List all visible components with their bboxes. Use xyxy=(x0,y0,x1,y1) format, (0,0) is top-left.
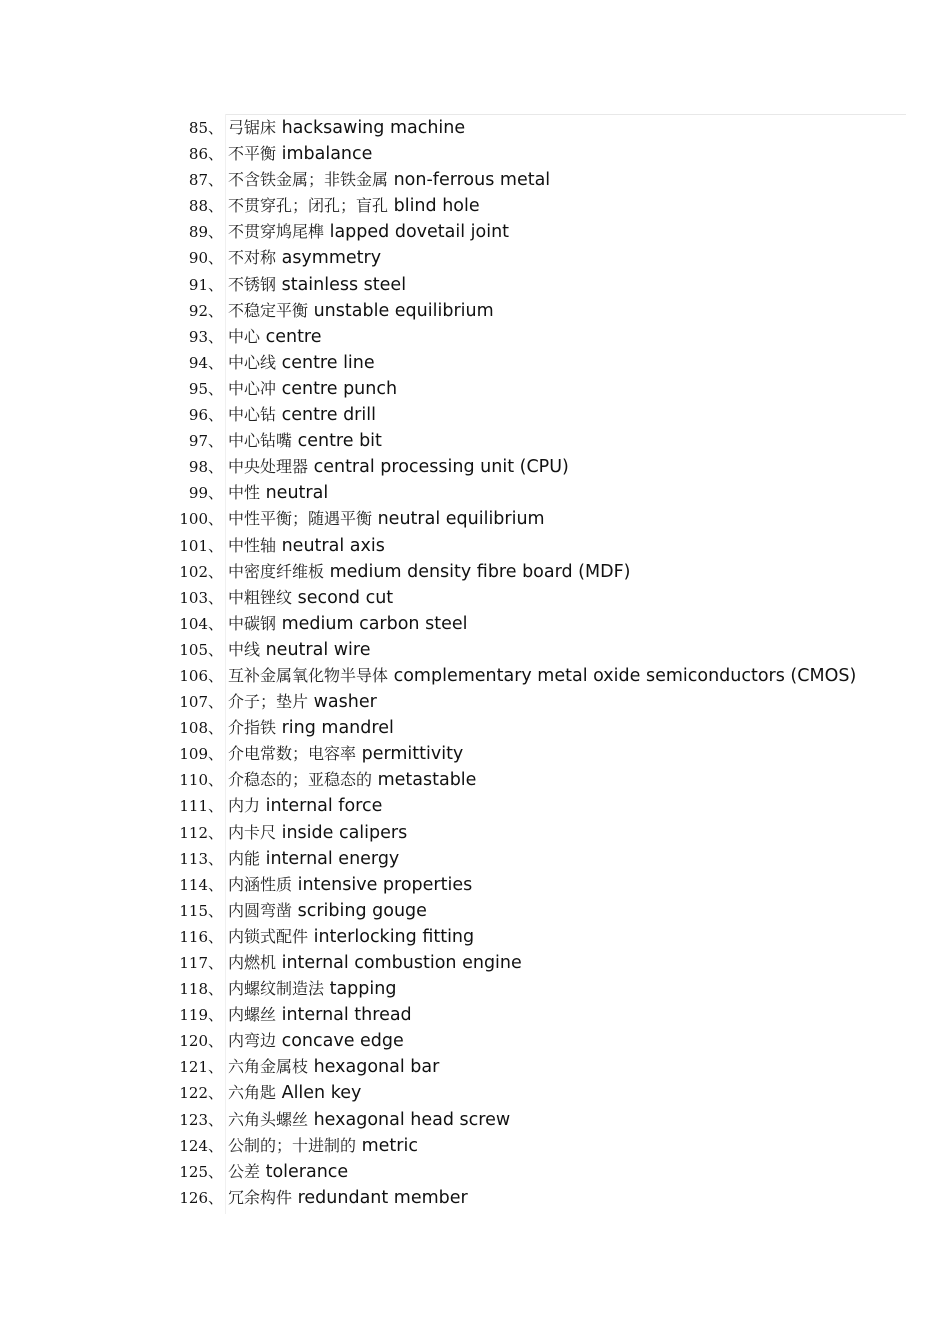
entry-separator: 、 xyxy=(208,223,224,242)
entry-separator: 、 xyxy=(208,745,224,764)
entry-separator: 、 xyxy=(208,1058,224,1077)
entry-chinese-term: 中线 xyxy=(228,639,261,659)
list-item xyxy=(0,298,950,324)
entry-number: 100 xyxy=(179,510,208,529)
entry-number: 116 xyxy=(179,927,208,946)
entry-number: 97 xyxy=(188,432,208,451)
entry-separator: 、 xyxy=(208,1084,224,1103)
list-item xyxy=(0,402,950,428)
entry-number: 120 xyxy=(179,1032,208,1051)
list-item xyxy=(0,324,950,350)
entry-chinese-term: 中心线 xyxy=(228,352,277,372)
entry-english-term: centre drill xyxy=(281,405,376,426)
entry-number: 88 xyxy=(188,197,208,216)
entry-number: 107 xyxy=(179,693,208,712)
entry-english-term: internal thread xyxy=(281,1005,412,1026)
entry-separator: 、 xyxy=(208,379,224,398)
entry-english-term: interlocking fitting xyxy=(313,926,475,947)
entry-chinese-term: 弓锯床 xyxy=(228,118,277,137)
list-item xyxy=(0,872,950,898)
entry-number: 121 xyxy=(179,1058,208,1077)
list-item xyxy=(0,167,950,193)
entry-number: 117 xyxy=(179,954,208,972)
entry-english-term: metric xyxy=(361,1135,418,1156)
entry-number: 98 xyxy=(188,458,208,477)
entry-number: 124 xyxy=(179,1136,208,1155)
entry-chinese-term: 内螺纹制造法 xyxy=(228,979,325,999)
entry-number: 86 xyxy=(188,145,208,164)
entry-number: 126 xyxy=(179,1188,208,1207)
entry-number: 110 xyxy=(179,771,208,790)
entry-chinese-term: 六角金属枝 xyxy=(228,1057,309,1077)
entry-separator: 、 xyxy=(208,666,224,685)
entry-chinese-term: 中碳钢 xyxy=(228,613,277,633)
entry-english-term: imbalance xyxy=(281,144,373,165)
entry-chinese-term: 内能 xyxy=(228,848,261,868)
entry-number: 102 xyxy=(179,562,208,581)
entry-number: 93 xyxy=(188,327,208,346)
entry-number: 113 xyxy=(179,849,208,868)
glossary-list xyxy=(0,115,950,1211)
entry-separator: 、 xyxy=(208,275,224,294)
entry-separator: 、 xyxy=(208,875,224,894)
entry-separator: 、 xyxy=(208,1188,224,1207)
entry-english-term: neutral equilibrium xyxy=(377,509,545,530)
entry-separator: 、 xyxy=(208,301,224,320)
entry-number: 115 xyxy=(179,901,208,920)
entry-separator: 、 xyxy=(208,171,224,190)
entry-separator: 、 xyxy=(208,145,224,164)
list-item xyxy=(0,611,950,637)
entry-number: 101 xyxy=(179,536,208,555)
entry-number: 96 xyxy=(188,406,208,425)
list-item xyxy=(0,1080,950,1106)
entry-chinese-term: 不稳定平衡 xyxy=(228,300,309,320)
entry-separator: 、 xyxy=(208,432,224,451)
entry-english-term: hexagonal bar xyxy=(313,1057,440,1078)
entry-number: 87 xyxy=(188,171,208,190)
entry-number: 99 xyxy=(188,484,208,503)
list-item xyxy=(0,428,950,454)
entry-chinese-term: 不平衡 xyxy=(228,144,277,164)
entry-english-term: intensive properties xyxy=(297,874,473,895)
entry-english-term: concave edge xyxy=(281,1031,404,1052)
list-item xyxy=(0,506,950,532)
entry-english-term: lapped dovetail joint xyxy=(329,222,510,243)
entry-number: 114 xyxy=(179,875,208,894)
entry-number: 106 xyxy=(179,666,208,685)
entry-separator: 、 xyxy=(208,1032,224,1051)
entry-separator: 、 xyxy=(208,1162,224,1181)
entry-number: 123 xyxy=(179,1110,208,1129)
entry-separator: 、 xyxy=(208,484,224,503)
entry-chinese-term: 内弯边 xyxy=(228,1031,277,1051)
entry-english-term: medium density fibre board (MDF) xyxy=(329,561,631,582)
list-item xyxy=(0,950,950,976)
entry-english-term: tolerance xyxy=(265,1161,349,1182)
entry-english-term: neutral xyxy=(265,483,329,504)
entry-separator: 、 xyxy=(208,197,224,216)
entry-separator: 、 xyxy=(208,954,224,972)
entry-chinese-term: 冗余构件 xyxy=(228,1187,293,1207)
entry-number: 112 xyxy=(179,823,208,842)
entry-chinese-term: 中心钻 xyxy=(228,405,277,425)
list-item xyxy=(0,715,950,741)
entry-chinese-term: 介电常数；电容率 xyxy=(228,744,357,764)
entry-separator: 、 xyxy=(208,1136,224,1155)
entry-chinese-term: 六角头螺丝 xyxy=(228,1109,309,1129)
entry-number: 89 xyxy=(188,223,208,242)
entry-chinese-term: 内螺丝 xyxy=(228,1005,277,1025)
list-item xyxy=(0,1107,950,1133)
entry-number: 105 xyxy=(179,640,208,659)
entry-separator: 、 xyxy=(208,823,224,842)
entry-number: 122 xyxy=(179,1084,208,1103)
entry-chinese-term: 介稳态的；亚稳态的 xyxy=(228,770,373,790)
entry-english-term: Allen key xyxy=(281,1083,362,1104)
entry-number: 119 xyxy=(179,1006,208,1025)
entry-number: 125 xyxy=(179,1162,208,1181)
list-item xyxy=(0,898,950,924)
entry-english-term: washer xyxy=(313,692,377,713)
entry-separator: 、 xyxy=(208,693,224,712)
list-item xyxy=(0,820,950,846)
entry-number: 118 xyxy=(179,980,208,999)
entry-separator: 、 xyxy=(208,614,224,633)
list-item xyxy=(0,1002,950,1028)
list-item xyxy=(0,1133,950,1159)
list-item xyxy=(0,115,950,141)
entry-english-term: centre bit xyxy=(297,431,382,452)
list-item xyxy=(0,193,950,219)
entry-chinese-term: 中性平衡；随遇平衡 xyxy=(228,509,373,529)
entry-chinese-term: 中密度纤维板 xyxy=(228,561,325,581)
entry-separator: 、 xyxy=(208,719,224,738)
entry-chinese-term: 中心钻嘴 xyxy=(228,431,293,451)
entry-english-term: ring mandrel xyxy=(281,718,394,739)
entry-number: 111 xyxy=(179,797,208,816)
entry-separator: 、 xyxy=(208,980,224,999)
entry-chinese-term: 内涵性质 xyxy=(228,874,293,894)
entry-chinese-term: 不含铁金属；非铁金属 xyxy=(228,170,389,190)
entry-chinese-term: 不贯穿鸠尾榫 xyxy=(228,222,325,242)
list-item xyxy=(0,454,950,480)
entry-separator: 、 xyxy=(208,797,224,816)
entry-english-term: medium carbon steel xyxy=(281,613,468,634)
entry-separator: 、 xyxy=(208,119,224,137)
entry-chinese-term: 不锈钢 xyxy=(228,274,277,294)
entry-english-term: complementary metal oxide semiconductors (CMOS) xyxy=(393,665,857,686)
entry-chinese-term: 内圆弯凿 xyxy=(228,900,293,920)
list-item xyxy=(0,533,950,559)
entry-chinese-term: 中性轴 xyxy=(228,535,277,555)
list-item xyxy=(0,350,950,376)
entry-chinese-term: 中性 xyxy=(228,483,261,503)
entry-english-term: inside calipers xyxy=(281,822,408,843)
entry-chinese-term: 公制的；十进制的 xyxy=(228,1135,357,1155)
entry-separator: 、 xyxy=(208,327,224,346)
list-item xyxy=(0,846,950,872)
entry-english-term: neutral axis xyxy=(281,535,385,556)
list-item xyxy=(0,689,950,715)
entry-separator: 、 xyxy=(208,901,224,920)
entry-separator: 、 xyxy=(208,562,224,581)
entry-english-term: neutral wire xyxy=(265,639,371,660)
entry-chinese-term: 不对称 xyxy=(228,248,277,268)
entry-english-term: unstable equilibrium xyxy=(313,300,494,321)
entry-number: 109 xyxy=(179,745,208,764)
entry-separator: 、 xyxy=(208,771,224,790)
entry-separator: 、 xyxy=(208,353,224,372)
entry-separator: 、 xyxy=(208,458,224,477)
entry-number: 92 xyxy=(188,301,208,320)
entry-chinese-term: 互补金属氧化物半导体 xyxy=(228,665,389,685)
entry-chinese-term: 中央处理器 xyxy=(228,457,309,477)
entry-chinese-term: 内力 xyxy=(228,796,261,816)
entry-number: 94 xyxy=(188,353,208,372)
entry-number: 95 xyxy=(188,379,208,398)
entry-separator: 、 xyxy=(208,536,224,555)
entry-english-term: central processing unit (CPU) xyxy=(313,457,569,478)
entry-english-term: centre line xyxy=(281,352,375,373)
entry-number: 104 xyxy=(179,614,208,633)
entry-chinese-term: 公差 xyxy=(228,1161,261,1181)
entry-english-term: redundant member xyxy=(297,1187,468,1208)
list-item xyxy=(0,141,950,167)
entry-number: 91 xyxy=(188,275,208,294)
entry-english-term: asymmetry xyxy=(281,248,382,269)
entry-english-term: internal force xyxy=(265,796,383,817)
entry-english-term: non-ferrous metal xyxy=(393,170,551,191)
entry-separator: 、 xyxy=(208,249,224,268)
entry-text xyxy=(228,1185,468,1216)
list-item xyxy=(0,559,950,585)
entry-number: 108 xyxy=(179,719,208,738)
entry-separator: 、 xyxy=(208,1006,224,1025)
list-item xyxy=(0,637,950,663)
entry-english-term: permittivity xyxy=(361,744,464,765)
list-item xyxy=(0,219,950,245)
entry-chinese-term: 中心冲 xyxy=(228,378,277,398)
entry-english-term: internal combustion engine xyxy=(281,953,522,973)
entry-separator: 、 xyxy=(208,927,224,946)
list-item xyxy=(0,1054,950,1080)
list-item xyxy=(0,245,950,271)
list-item xyxy=(0,376,950,402)
entry-chinese-term: 内卡尺 xyxy=(228,822,277,842)
list-item xyxy=(0,976,950,1002)
list-item xyxy=(0,741,950,767)
entry-separator: 、 xyxy=(208,1110,224,1129)
list-item xyxy=(0,663,950,689)
entry-english-term: metastable xyxy=(377,770,477,791)
entry-chinese-term: 中心 xyxy=(228,326,261,346)
list-item xyxy=(0,1028,950,1054)
entry-chinese-term: 中粗锉纹 xyxy=(228,587,293,607)
entry-number: 103 xyxy=(179,588,208,607)
entry-english-term: internal energy xyxy=(265,848,400,869)
entry-english-term: scribing gouge xyxy=(297,900,427,921)
entry-chinese-term: 内锁式配件 xyxy=(228,926,309,946)
entry-english-term: hacksawing machine xyxy=(281,118,466,138)
list-item xyxy=(0,272,950,298)
list-item xyxy=(0,1159,950,1185)
entry-english-term: tapping xyxy=(329,979,397,1000)
entry-number: 90 xyxy=(188,249,208,268)
list-item xyxy=(0,793,950,819)
entry-separator: 、 xyxy=(208,588,224,607)
entry-separator: 、 xyxy=(208,849,224,868)
entry-english-term: blind hole xyxy=(393,196,480,217)
entry-chinese-term: 介子；垫片 xyxy=(228,692,309,712)
entry-english-term: second cut xyxy=(297,587,394,608)
entry-english-term: hexagonal head screw xyxy=(313,1109,511,1130)
entry-chinese-term: 不贯穿孔；闭孔；盲孔 xyxy=(228,196,389,216)
entry-number: 85 xyxy=(188,119,208,137)
entry-chinese-term: 内燃机 xyxy=(228,953,277,972)
entry-chinese-term: 介指铁 xyxy=(228,718,277,738)
list-item xyxy=(0,1185,950,1211)
entry-english-term: centre punch xyxy=(281,378,398,399)
entry-separator: 、 xyxy=(208,640,224,659)
entry-english-term: centre xyxy=(265,326,322,347)
list-item xyxy=(0,924,950,950)
list-item xyxy=(0,767,950,793)
list-item xyxy=(0,480,950,506)
entry-separator: 、 xyxy=(208,406,224,425)
entry-chinese-term: 六角匙 xyxy=(228,1083,277,1103)
list-item xyxy=(0,585,950,611)
entry-separator: 、 xyxy=(208,510,224,529)
entry-english-term: stainless steel xyxy=(281,274,407,295)
